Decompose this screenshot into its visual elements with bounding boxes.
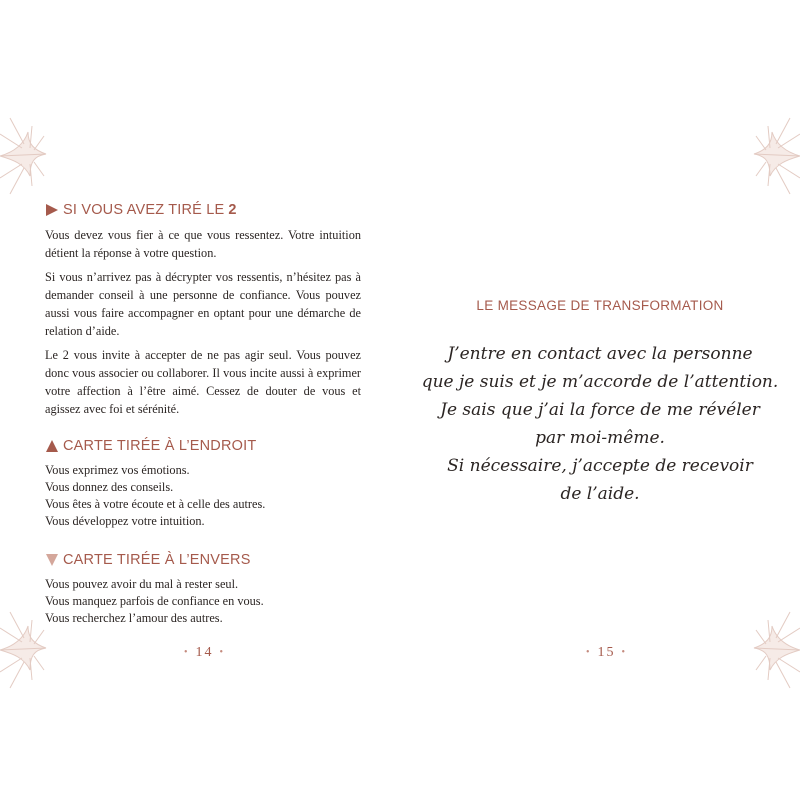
- section-heading-number: 2: [228, 202, 237, 218]
- section-heading-text: CARTE TIRÉE À L’ENVERS: [63, 552, 251, 568]
- section-heading-endroit: [45, 436, 361, 456]
- list-item: Vous donnez des conseils.: [45, 480, 174, 494]
- page-number-dot: •: [621, 647, 628, 659]
- list-item: Vous manquez parfois de confiance en vous.: [45, 594, 264, 608]
- message-line: Si nécessaire, j’accepte de recevoir: [447, 456, 753, 476]
- down-triangle-icon: [45, 553, 59, 567]
- right-triangle-icon: [45, 203, 59, 217]
- list-item: Vous exprimez vos émotions.: [45, 463, 190, 477]
- message-title: LE MESSAGE DE TRANSFORMATION: [476, 298, 724, 313]
- right-page: [400, 0, 800, 800]
- transformation-message: [420, 340, 780, 508]
- message-line: J’entre en contact avec la personne: [447, 344, 753, 364]
- page-number-dot: •: [184, 647, 190, 659]
- message-line: Je sais que j’ai la force de me révéler: [440, 400, 760, 420]
- page-number-value: 14: [195, 645, 214, 660]
- section-heading-tire-le-2: [45, 200, 361, 220]
- message-line: de l’aide.: [560, 484, 640, 504]
- section-heading-text: SI VOUS AVEZ TIRÉ LE: [63, 202, 225, 218]
- section-heading-text: CARTE TIRÉE À L’ENDROIT: [63, 438, 257, 454]
- message-line: que je suis et je m’accorde de l’attention.: [421, 372, 779, 392]
- page-number: [580, 645, 633, 661]
- list-item: Vous êtes à votre écoute et à celle des autres.: [45, 497, 266, 511]
- sun-ray-ornament-icon: [736, 114, 800, 198]
- page-number: [178, 645, 231, 661]
- paragraph: Si vous n’arrivez pas à décrypter vos ressentis, n’hésitez pas à demander conseil à une personne de confiance. Vous pouvez aussi vous faire accompagner en optant pour une démarche de relation d’aide.: [45, 270, 361, 338]
- message-line: par moi-même.: [535, 428, 665, 448]
- list-item: Vous développez votre intuition.: [45, 514, 205, 528]
- page-number-value: 15: [597, 645, 616, 660]
- paragraph: Le 2 vous invite à accepter de ne pas agir seul. Vous pouvez donc vous associer ou collaborer. Il vous incite aussi à exprimer votre affection à l’être aimé. Cessez de douter de vous et agissez avec foi et sérénité.: [45, 348, 361, 416]
- sun-ray-ornament-icon: [0, 114, 64, 198]
- section-heading-envers: [45, 550, 361, 570]
- sun-ray-ornament-icon: [736, 608, 800, 692]
- left-page-content: [45, 200, 361, 627]
- list-item: Vous pouvez avoir du mal à rester seul.: [45, 577, 239, 591]
- page-number-dot: •: [219, 647, 226, 659]
- up-triangle-icon: [45, 439, 59, 453]
- paragraph: Vous devez vous fier à ce que vous ressentez. Votre intuition détient la réponse à votre question.: [45, 228, 361, 260]
- page-number-dot: •: [586, 647, 592, 659]
- list-item: Vous recherchez l’amour des autres.: [45, 611, 223, 625]
